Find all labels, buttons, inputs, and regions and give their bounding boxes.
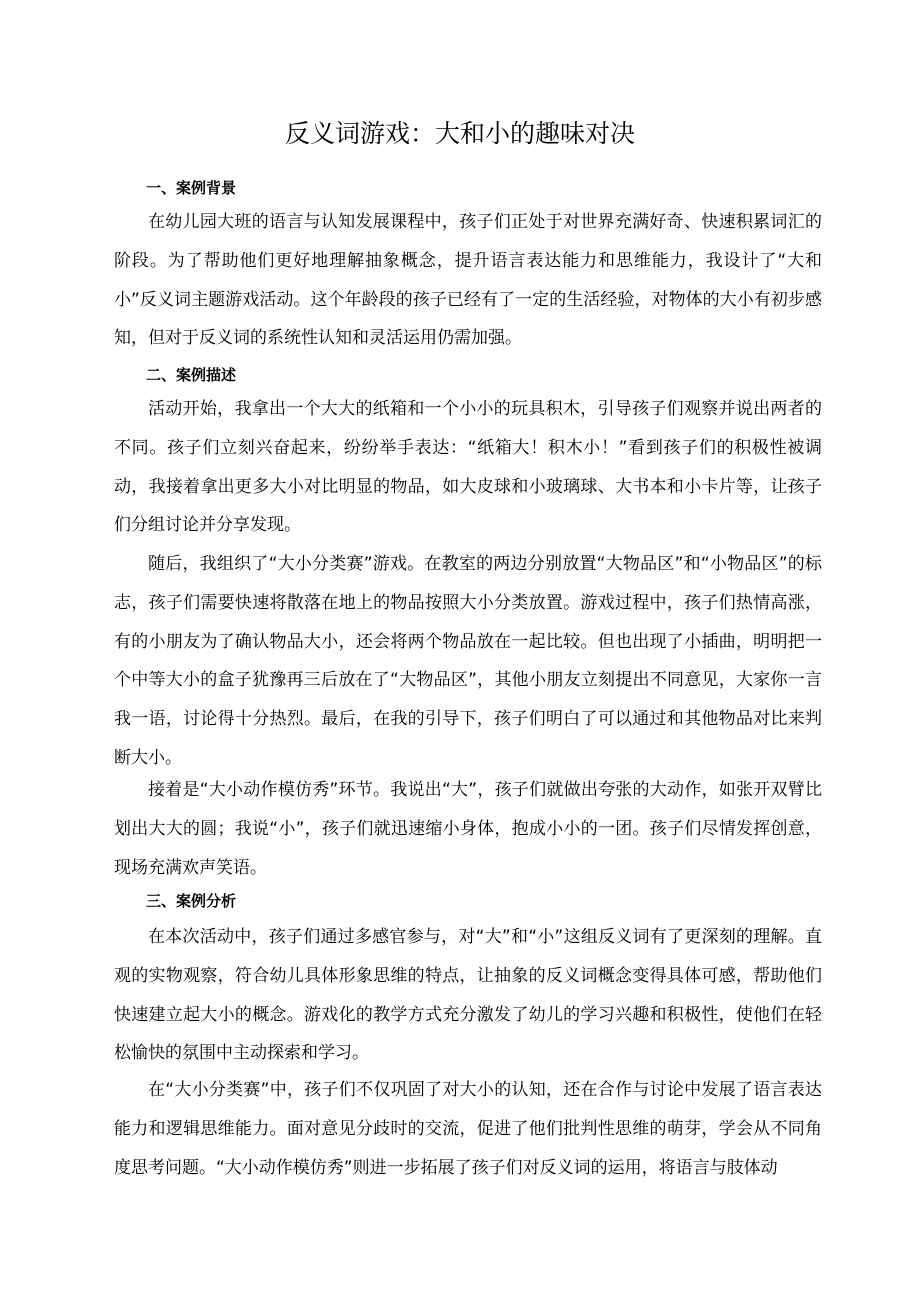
paragraph-analysis-1: 在本次活动中，孩子们通过多感官参与，对“大”和“小”这组反义词有了更深刻的理解。直观的实物观察，符合幼儿具体形象思维的特点，让抽象的反义词概念变得具体可感，帮助他们快速建立起大小的概念。游戏化的教学方式充分激发了幼儿的学习兴趣和积极性，使他们在轻松愉快的氛围中主动探索和学习。 bbox=[114, 927, 822, 1064]
document-title: 反义词游戏：大和小的趣味对决 bbox=[284, 119, 635, 148]
paragraph-description-2: 随后，我组织了“大小分类赛”游戏。在教室的两边分别放置“大物品区”和“小物品区”的标志，孩子们需要快速将散落在地上的物品按照大小分类放置。游戏过程中，孩子们热情高涨，有的小朋友为了确认物品大小，还会将两个物品放在一起比较。但也出现了小插曲，明明把一个中等大小的盒子犹豫再三后放在了“大物品区”，其他小朋友立刻提出不同意见，大家你一言我一语，讨论得十分热烈。最后，在我的引导下，孩子们明白了可以通过和其他物品对比来判断大小。 bbox=[114, 554, 822, 768]
paragraph-analysis-2: 在“大小分类赛”中，孩子们不仅巩固了对大小的认知，还在合作与讨论中发展了语言表达能力和逻辑思维能力。面对意见分歧时的交流，促进了他们批判性思维的萌芽，学会从不同角度思考问题。“大小动作模仿秀”则进一步拓展了孩子们对反义词的运用，将语言与肢体动 bbox=[114, 1080, 822, 1178]
section-heading-description: 二、案例描述 bbox=[146, 366, 237, 384]
section-heading-background: 一、案例背景 bbox=[146, 179, 237, 197]
paragraph-description-1: 活动开始，我拿出一个大大的纸箱和一个小小的玩具积木，引导孩子们观察并说出两者的不同。孩子们立刻兴奋起来，纷纷举手表达：“纸箱大！积木小！”看到孩子们的积极性被调动，我接着拿出更多大小对比明显的物品，如大皮球和小玻璃球、大书本和小卡片等，让孩子们分组讨论并分享发现。 bbox=[114, 399, 822, 536]
paragraph-description-3: 接着是“大小动作模仿秀”环节。我说出“大”，孩子们就做出夸张的大动作，如张开双臂比划出大大的圆；我说“小”，孩子们就迅速缩小身体，抱成小小的一团。孩子们尽情发挥创意，现场充满欢声笑语。 bbox=[114, 780, 822, 878]
paragraph-background: 在幼儿园大班的语言与认知发展课程中，孩子们正处于对世界充满好奇、快速积累词汇的阶段。为了帮助他们更好地理解抽象概念，提升语言表达能力和思维能力，我设计了“大和小”反义词主题游戏活动。这个年龄段的孩子已经有了一定的生活经验，对物体的大小有初步感知，但对于反义词的系统性认知和灵活运用仍需加强。 bbox=[114, 212, 822, 349]
section-heading-analysis: 三、案例分析 bbox=[146, 892, 237, 910]
